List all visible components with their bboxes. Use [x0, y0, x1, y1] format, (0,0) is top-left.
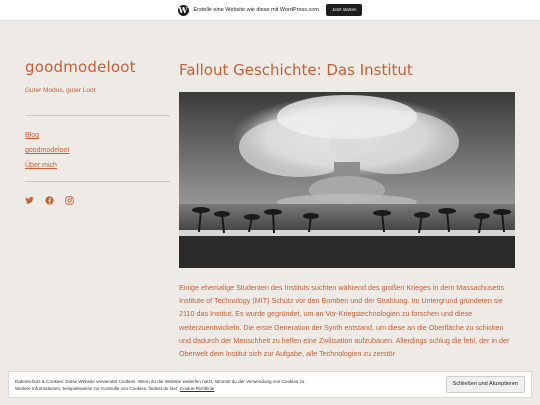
- post-featured-image: [179, 92, 515, 268]
- sidebar: [25, 58, 170, 169]
- cookie-banner: [8, 371, 532, 398]
- cookie-text-line-2-label: Weitere Informationen, beispielsweise zur Kontrolle von Cookies, findest du hier:: [15, 385, 179, 391]
- promo-text: Erstelle eine Website wie diese mit WordPress.com: [193, 7, 319, 13]
- nav-item-blog[interactable]: Blog: [25, 132, 40, 139]
- twitter-icon[interactable]: [25, 192, 34, 201]
- start-now-button[interactable]: Jetzt starten: [326, 4, 363, 17]
- accept-cookies-button[interactable]: Schließen und Akzeptieren: [446, 376, 525, 394]
- wordpress-logo-icon[interactable]: W: [178, 4, 188, 15]
- post-title[interactable]: Fallout Geschichte: Das Institut: [179, 61, 413, 79]
- site-title[interactable]: goodmodeloot: [25, 58, 136, 76]
- nav-item-about[interactable]: Über mich: [25, 162, 57, 169]
- cookie-text-line-1: Datenschutz & Cookies: Diese Website verwendet Cookies. Wenn du die Website weiterhin nutzt, stimmst du der Verwendung von Cookies zu.: [15, 378, 306, 384]
- wordpress-promo-bar: [0, 0, 540, 21]
- sidebar-nav: [25, 128, 69, 173]
- site-tagline: Guter Modus, guter Loot: [25, 87, 96, 94]
- post-content: Einige ehemalige Studenten des Instituts suchten während des großen Krieges in dem Massachusetts Institute of Technology (MIT) Schutz vor den Bomben und der Strahlung. Im Untergrund gründeten sie 2110 das Institut. Es wurde gegründet, um an Vor-Kriegstechnologien zu forschen und diese weiterzuentwickeln. Die erste Generation der Synth entstand, um diese an die Oberfläche zu schicken und dadurch der Menschheit zu helfen eine Zivilisation aufzubauen. Allerdings schlug die fehl, der in der Oberwelt dem Institut sich zur Aufgabe, alle Technologien zu zerstör: [179, 283, 510, 359]
- social-links: [25, 192, 74, 201]
- nav-item-goodmodeloot[interactable]: goodmodeloot: [25, 147, 70, 154]
- instagram-icon[interactable]: [65, 192, 74, 201]
- cookie-text-line-2: [15, 385, 415, 392]
- cookie-policy-link[interactable]: Cookie-Richtlinie: [179, 385, 215, 391]
- divider: [25, 181, 170, 182]
- divider: [25, 115, 170, 116]
- facebook-icon[interactable]: [45, 192, 54, 201]
- cookie-notice: [15, 378, 415, 392]
